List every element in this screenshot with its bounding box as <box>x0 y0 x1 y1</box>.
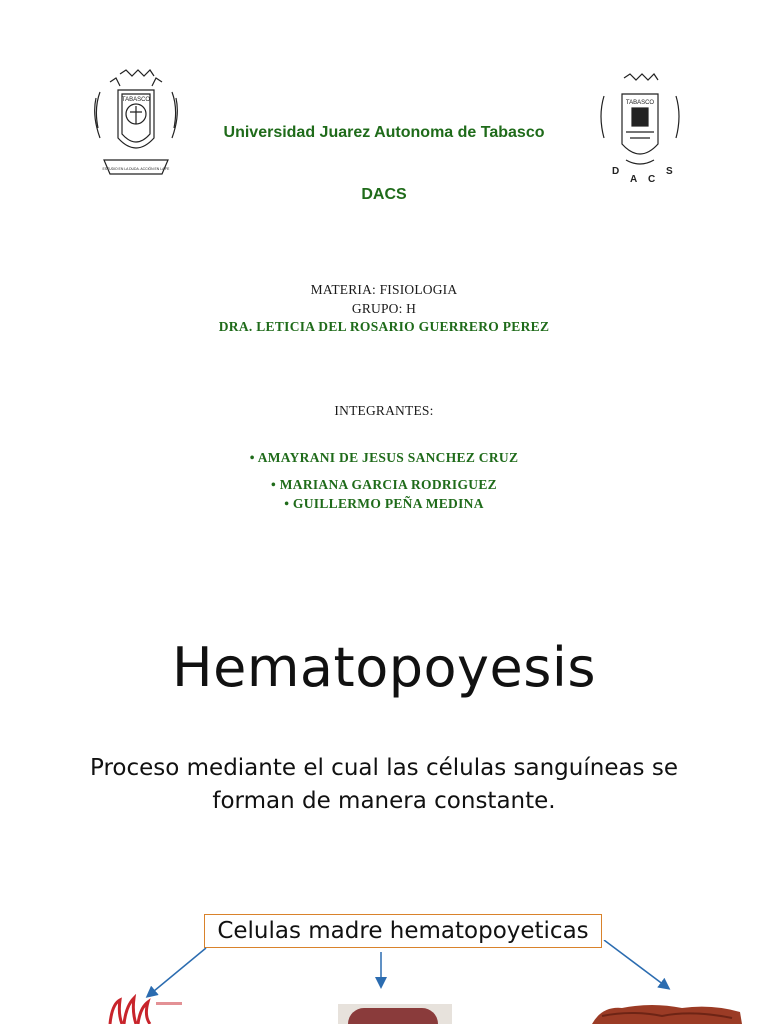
right-crest-letter-s: S <box>666 166 673 177</box>
stem-cells-box: Celulas madre hematopoyeticas <box>204 914 602 948</box>
team-heading: INTEGRANTES: <box>334 403 434 418</box>
right-crest-letter-c: C <box>648 174 656 185</box>
bone-marrow-image <box>104 994 188 1024</box>
center-image <box>338 1004 452 1024</box>
right-crest-letter-d: D <box>612 166 620 177</box>
course-professor: DRA. LETICIA DEL ROSARIO GUERRERO PEREZ <box>218 319 550 334</box>
right-crest-banner: TABASCO <box>625 100 655 106</box>
topic-title: Hematopoyesis <box>172 636 596 699</box>
topic-description-line-1: Proceso mediante el cual las células sanguíneas se <box>89 755 678 781</box>
right-crest-letter-a: A <box>630 174 638 185</box>
topic-description <box>40 752 728 818</box>
division-name: DACS <box>361 186 407 203</box>
university-name: Universidad Juarez Autonoma de Tabasco <box>223 124 545 141</box>
left-crest-motto: ESTUDIO EN LA DUDA. ACCIÓN EN LA FE <box>102 167 170 171</box>
team-member: • MARIANA GARCIA RODRIGUEZ <box>271 477 497 492</box>
right-tissue-image <box>592 998 742 1024</box>
left-crest-banner: TABASCO <box>121 97 151 103</box>
left-arrow-icon <box>148 948 206 996</box>
team-member: • GUILLERMO PEÑA MEDINA <box>284 496 484 511</box>
course-subject: MATERIA: FISIOLOGIA <box>310 282 458 297</box>
course-group: GRUPO: H <box>351 301 417 316</box>
team-member: • AMAYRANI DE JESUS SANCHEZ CRUZ <box>249 450 519 465</box>
topic-description-line-2: forman de manera constante. <box>212 788 556 814</box>
right-arrow-icon <box>604 940 668 988</box>
